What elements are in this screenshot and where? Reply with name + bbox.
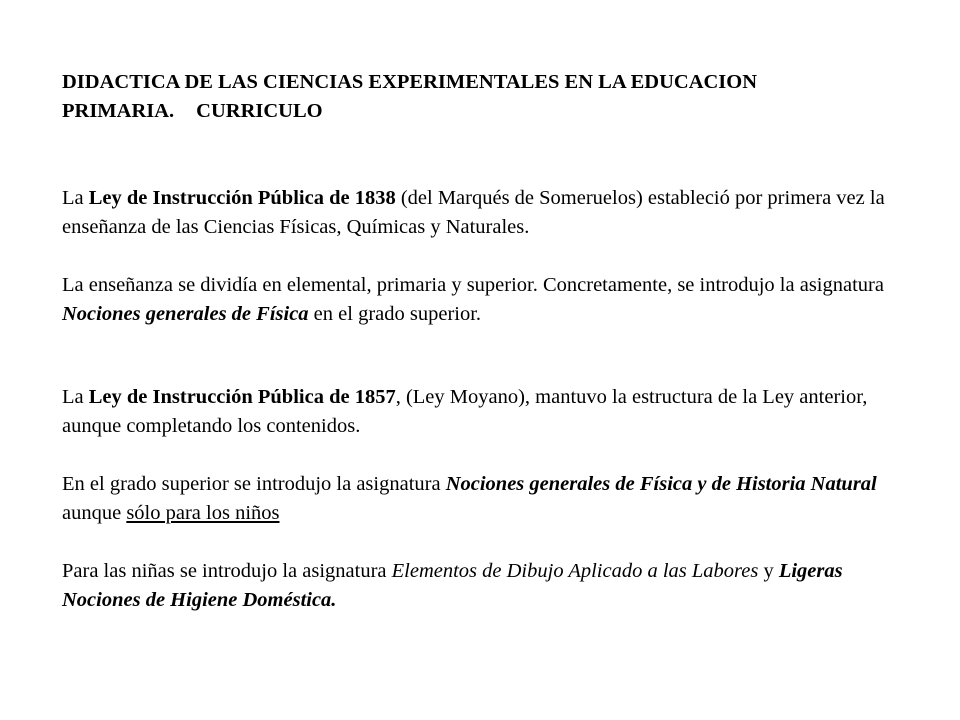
paragraph-grado-superior [62,470,922,528]
p4-text-2: aunque [62,502,127,524]
p3-law-name: Ley de Instrucción Pública de 1857 [88,386,396,408]
paragraph-ley-1857 [62,383,922,441]
p3-text-2: , (Ley Moyano), mantuvo la estructura de la Ley anterior, aunque completando los contenidos. [62,386,868,437]
paragraph-ley-1838 [62,184,922,242]
p5-text-2: y [758,560,779,582]
p2-subject: Nociones generales de Física [62,303,309,325]
p4-subject: Nociones generales de Física y de Historia Natural [445,473,877,495]
p3-text-1: La [62,386,89,408]
paragraph-ensenanza [62,271,922,329]
p5-subject-1: Elementos de Dibujo Aplicado a las Labores [391,560,759,582]
title-line-1: DIDACTICA DE LAS CIENCIAS EXPERIMENTALES EN LA EDUCACION [62,71,758,93]
p1-law-name: Ley de Instrucción Pública de 1838 [88,187,396,209]
p2-text-1: La enseñanza se dividía en elemental, primaria y superior. Concretamente, se introdujo la asignatura [62,274,884,296]
p5-subject-2: Ligeras Nociones de Higiene Doméstica. [62,560,843,611]
paragraph-ninas [62,557,922,615]
p4-underlined-note: sólo para los niños [126,502,280,524]
title-line-2b: CURRICULO [196,100,323,122]
p2-text-2: en el grado superior. [308,303,482,325]
page-title [62,68,922,126]
p5-text-1: Para las niñas se introdujo la asignatura [62,560,392,582]
title-line-2a: PRIMARIA. [62,100,175,122]
p4-text-1: En el grado superior se introdujo la asignatura [62,473,446,495]
slide-content [62,68,922,615]
p1-text-2: (del Marqués de Someruelos) estableció por primera vez la enseñanza de las Ciencias Físicas, Químicas y Naturales. [62,187,885,238]
p1-text-1: La [62,187,89,209]
